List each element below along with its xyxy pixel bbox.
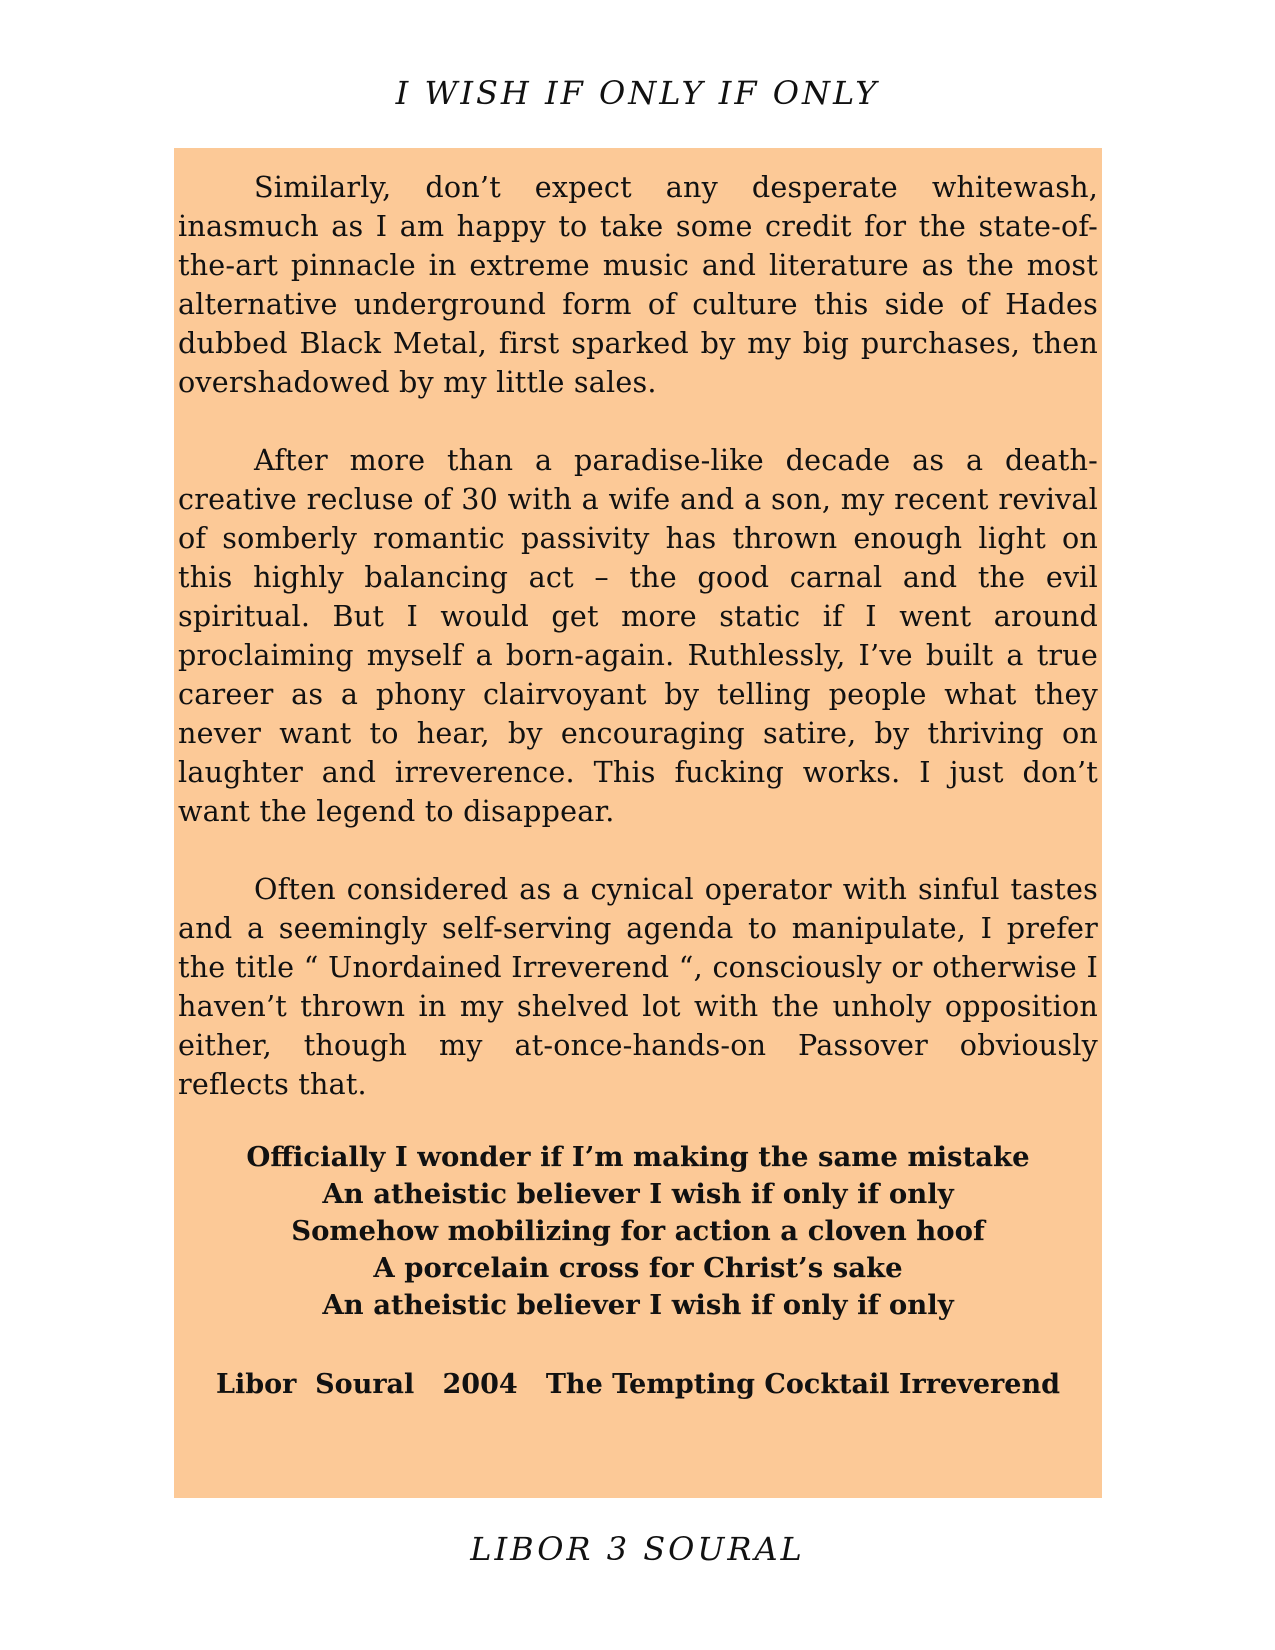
page-footer: LIBOR 3 SOURAL (470, 1530, 805, 1568)
signature-line: Libor Soural 2004 The Tempting Cocktail Irreverend (216, 1369, 1060, 1400)
verse-line: Somehow mobilizing for action a cloven hoof (291, 1215, 985, 1247)
verse-line: Officially I wonder if I’m making the same mistake (246, 1141, 1030, 1173)
verse-line: An atheistic believer I wish if only if only (322, 1289, 954, 1321)
page-title: I WISH IF ONLY IF ONLY (395, 74, 880, 112)
paragraph-1: Similarly, don’t expect any desperate whitewash, inasmuch as I am happy to take some credit for the state-of-the-art pinnacle in extreme music and literature as the most alternative underground form of culture this side of Hades dubbed Black Metal, first sparked by my big purchases, then overshadowed by my little sales. (178, 170, 1098, 399)
paragraph-3: Often considered as a cynical operator with sinful tastes and a seemingly self-serving agenda to manipulate, I prefer the title “ Unordained Irreverend “, consciously or otherwise I haven’t thrown in my shelved lot with the unholy opposition either, though my at-once-hands-on Passover obviously reflects that. (178, 872, 1098, 1101)
text-panel (174, 148, 1102, 1498)
verse-line: A porcelain cross for Christ’s sake (373, 1252, 903, 1284)
verse-line: An atheistic believer I wish if only if only (322, 1178, 954, 1210)
paragraph-2: After more than a paradise-like decade as a death-creative recluse of 30 with a wife and a son, my recent revival of somberly romantic passivity has thrown enough light on this highly balancing act – the good carnal and the evil spiritual. But I would get more static if I went around proclaiming myself a born-again. Ruthlessly, I’ve built a true career as a phony clairvoyant by telling people what they never want to hear, by encouraging satire, by thriving on laughter and irreverence. This fucking works. I just don’t want the legend to disappear. (178, 443, 1098, 828)
verse-block (178, 1139, 1098, 1324)
